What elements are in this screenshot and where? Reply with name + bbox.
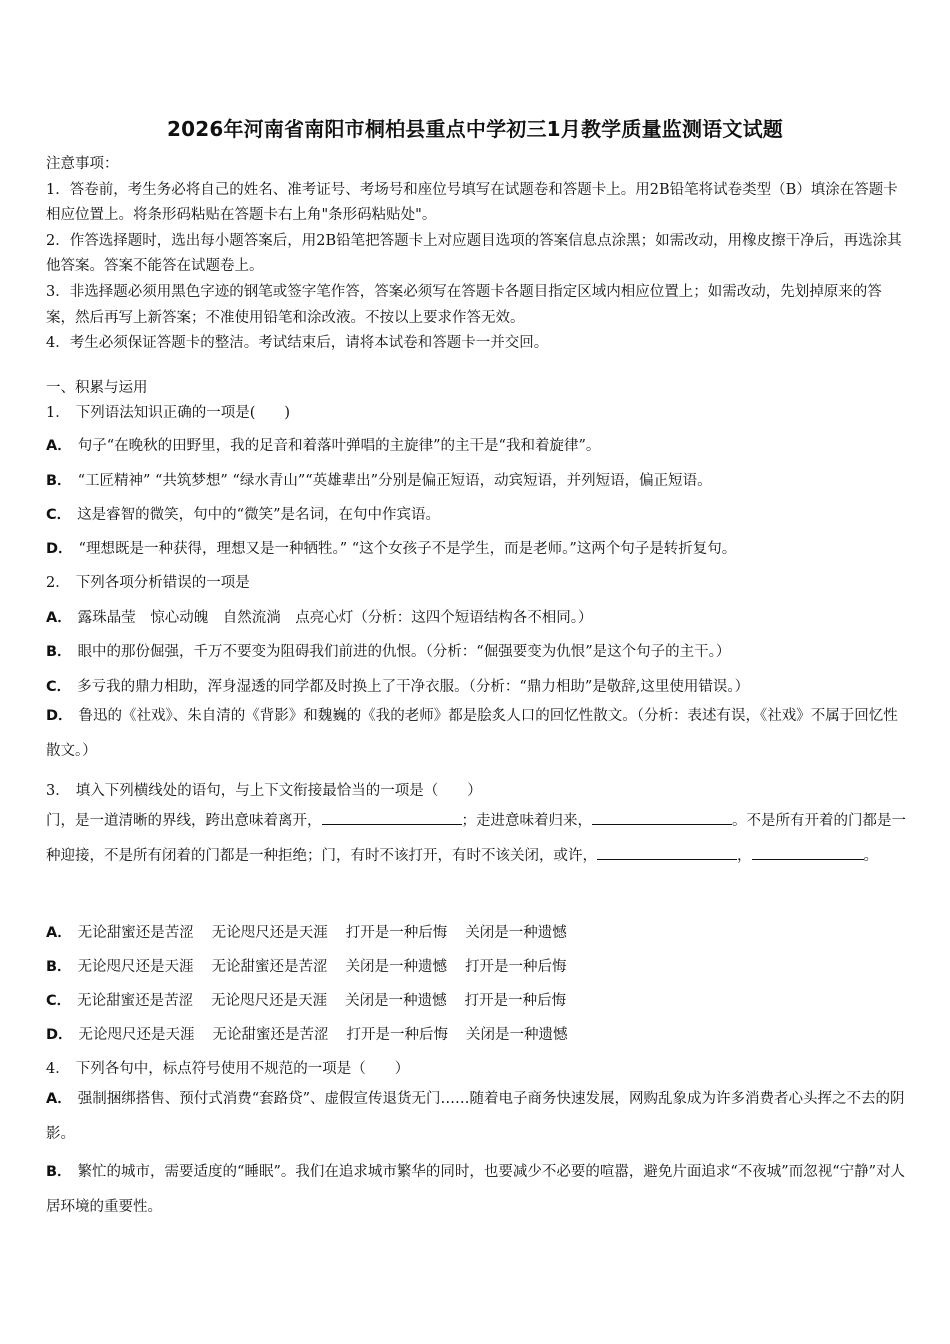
option-a — [46, 921, 908, 942]
option-b — [46, 469, 908, 490]
option-text: 句子“在晚秋的田野里，我的足音和着落叶弹唱的主旋律”的主干是“我和着旋律”。 — [77, 438, 601, 454]
question-text: 下列各句中，标点符号使用不规范的一项是（ ） — [75, 1061, 410, 1077]
passage-text: 。 — [863, 847, 878, 864]
option-segment: 无论甜蜜还是苦涩 — [77, 925, 194, 941]
option-segment: 无论咫尺还是天涯 — [77, 959, 194, 975]
passage-text: ；走进意味着归来， — [461, 813, 592, 829]
passage-text: 门，是一道清晰的界线，跨出意味着离开， — [46, 813, 322, 829]
option-text: 繁忙的城市，需要适度的“睡眠”。我们在追求城市繁华的同时，也要减少不必要的喧嚣，避免片面追求“不夜城”而忽视“宁静”对人居环境的重要性。 — [46, 1164, 906, 1215]
option-d — [46, 537, 908, 558]
option-text: 眼中的那份倔强，千万不要变为阻碍我们前进的仇恨。（分析：“倔强要变为仇恨”是这个句子的主干。） — [77, 644, 731, 660]
option-segment: 无论咫尺还是天涯 — [211, 925, 328, 941]
option-a — [46, 434, 908, 455]
option-b — [46, 955, 908, 976]
page-title: 2026年河南省南阳市桐柏县重点中学初三1月教学质量监测语文试题 — [167, 117, 783, 141]
option-d — [46, 699, 908, 768]
option-segment: 打开是一种后悔 — [345, 925, 448, 941]
passage-text: ， — [737, 847, 752, 864]
option-c — [46, 675, 908, 696]
question-text: 填入下列横线处的语句，与上下文衔接最恰当的一项是（ ） — [75, 783, 482, 799]
option-label: D． — [46, 541, 73, 557]
fill-blank[interactable] — [322, 810, 462, 825]
option-label: D． — [46, 708, 73, 724]
option-c — [46, 503, 908, 524]
option-text: 这是睿智的微笑，句中的“微笑”是名词，在句中作宾语。 — [77, 507, 440, 523]
option-b — [46, 1155, 908, 1224]
option-label: A． — [46, 610, 72, 626]
fill-blank[interactable] — [597, 845, 737, 860]
notes-item: 2．作答选择题时，选出每小题答案后，用2B铅笔把答题卡上对应题目选项的答案信息点涂黑；如需改动，用橡皮擦干净后，再选涂其他答案。答案不能答在试题卷上。 — [46, 232, 902, 275]
option-label: C． — [46, 507, 72, 523]
option-text: 鲁迅的《社戏》、朱自清的《背影》和魏巍的《我的老师》都是脍炙人口的回忆性散文。（分析：表述有误，《社戏》不属于回忆性散文。） — [46, 708, 898, 759]
notes-block — [46, 152, 908, 357]
question-3-passage — [46, 804, 908, 873]
option-segment: 打开是一种后悔 — [346, 1027, 449, 1043]
option-a — [46, 606, 908, 627]
option-segment: 无论甜蜜还是苦涩 — [211, 959, 328, 975]
option-segment: 关闭是一种遗憾 — [345, 993, 447, 1009]
option-text: 强制捆绑搭售、预付式消费“套路贷”、虚假宣传退货无门……随着电子商务快速发展，网购乱象成为许多消费者心头挥之不去的阴影。 — [46, 1091, 905, 1142]
question-text: 下列各项分析错误的一项是 — [75, 575, 250, 591]
option-segment: 关闭是一种遗憾 — [345, 959, 448, 975]
option-text: 多亏我的鼎力相助，浑身湿透的同学都及时换上了干净衣服。（分析：“鼎力相助”是敬辞,这里使用错误。） — [77, 679, 750, 695]
option-label: B． — [46, 473, 72, 489]
option-segment: 无论咫尺还是天涯 — [78, 1027, 195, 1043]
option-label: D． — [46, 1027, 73, 1043]
option-text: “理想既是一种获得，理想又是一种牺牲。” “这个女孩子不是学生，而是老师。”这两个句子是转折复句。 — [78, 541, 737, 557]
option-label: B． — [46, 644, 72, 660]
question-number: 4． — [46, 1061, 70, 1077]
option-segment: 打开是一种后悔 — [465, 959, 567, 975]
question-4-stem — [46, 1057, 908, 1078]
option-text: “工匠精神” “共筑梦想” “绿水青山”“英雄辈出”分别是偏正短语，动宾短语，并列短语，偏正短语。 — [77, 473, 712, 489]
option-segment: 关闭是一种遗憾 — [465, 925, 567, 941]
option-label: A． — [46, 925, 72, 941]
passage-text: 。不是所有开着的门都是一种迎接，不是所有闭着的门都是一种拒绝；门，有时不该打开，有时不该关闭，或许， — [46, 813, 906, 864]
question-number: 3． — [46, 783, 70, 799]
question-text: 下列语法知识正确的一项是( ) — [75, 405, 291, 421]
option-label: C． — [46, 993, 72, 1009]
question-number: 2． — [46, 575, 70, 591]
fill-blank[interactable] — [592, 810, 732, 825]
option-text: 露珠晶莹 惊心动魄 自然流淌 点亮心灯（分析：这四个短语结构各不相同。） — [77, 610, 593, 626]
question-2-stem — [46, 571, 908, 592]
notes-heading: 注意事项： — [46, 156, 119, 172]
notes-item: 3．非选择题必须用黑色字迹的钢笔或签字笔作答，答案必须写在答题卡各题目指定区域内相应位置上；如需改动，先划掉原来的答案，然后再写上新答案；不准使用铅笔和涂改液。不按以上要求作答无效。 — [46, 283, 882, 326]
option-segment: 无论咫尺还是天涯 — [211, 993, 328, 1009]
notes-item: 1．答卷前，考生务必将自己的姓名、准考证号、考场号和座位号填写在试题卷和答题卡上。用2B铅笔将试卷类型（B）填涂在答题卡相应位置上。将条形码粘贴在答题卡右上角"条形码粘贴处"。 — [46, 181, 898, 224]
option-segment: 无论甜蜜还是苦涩 — [212, 1027, 329, 1043]
question-1-stem — [46, 401, 908, 422]
option-label: B． — [46, 1164, 72, 1180]
option-label: A． — [46, 438, 72, 454]
question-3-stem — [46, 779, 908, 800]
option-segment: 关闭是一种遗憾 — [466, 1027, 568, 1043]
option-d — [46, 1023, 908, 1044]
option-segment: 打开是一种后悔 — [464, 993, 567, 1009]
option-b — [46, 640, 908, 661]
question-number: 1． — [46, 405, 70, 421]
fill-blank[interactable] — [752, 845, 864, 860]
option-c — [46, 989, 908, 1010]
option-label: C． — [46, 679, 72, 695]
option-label: B． — [46, 959, 72, 975]
notes-item: 4．考生必须保证答题卡的整洁。考试结束后，请将本试卷和答题卡一并交回。 — [46, 335, 549, 352]
option-segment: 无论甜蜜还是苦涩 — [77, 993, 194, 1009]
option-label: A． — [46, 1091, 72, 1107]
option-a — [46, 1082, 908, 1151]
section-heading: 一、积累与运用 — [46, 380, 148, 396]
